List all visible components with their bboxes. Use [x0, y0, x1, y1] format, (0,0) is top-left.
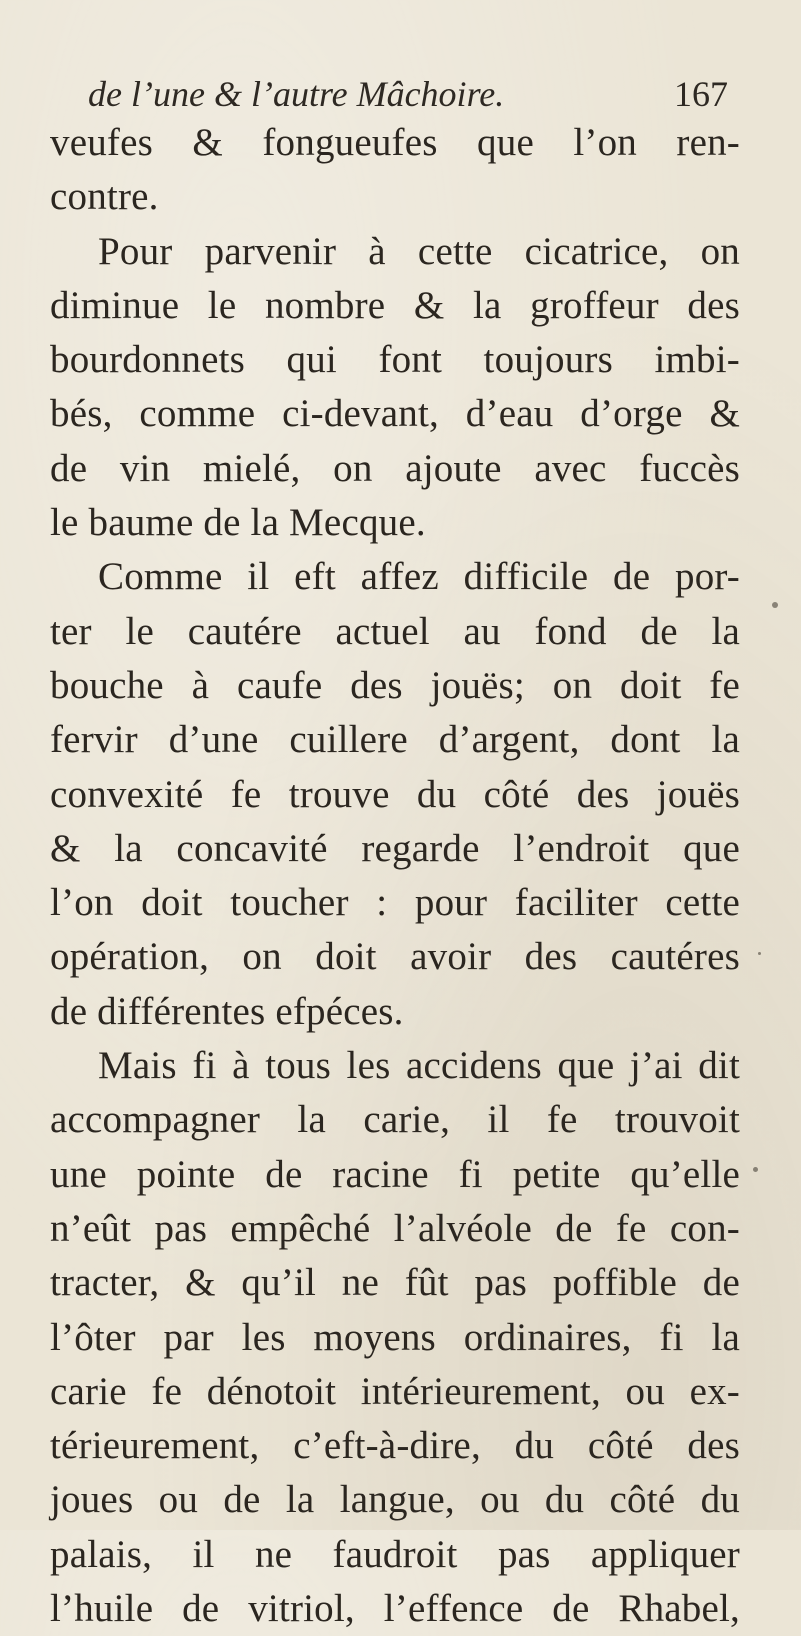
text-line: n’eût pas empêché l’alvéole de fe con- [50, 1206, 740, 1250]
text-line: & la concavité regarde l’endroit que [50, 826, 740, 870]
text-line: ter le cautére actuel au fond de la [50, 609, 740, 653]
ink-speck [772, 602, 778, 608]
text-line: térieurement, c’eft-à-dire, du côté des [50, 1424, 740, 1468]
ink-speck [758, 952, 761, 955]
text-line: l’on doit toucher : pour faciliter cette [50, 881, 740, 925]
text-line: fervir d’une cuillere d’argent, dont la [50, 718, 740, 762]
text-line: contre. [50, 175, 159, 219]
text-line: joues ou de la langue, ou du côté du [50, 1478, 740, 1522]
page-number: 167 [674, 74, 728, 114]
text-line: Comme il eft affez difficile de por- [98, 555, 740, 599]
text-line: convexité fe trouve du côté des jouës [50, 772, 740, 816]
text-line: accompagner la carie, il fe trouvoit [50, 1098, 740, 1142]
text-line: bouche à caufe des jouës; on doit fe [50, 663, 740, 707]
text-line: de vin mielé, on ajoute avec fuccès [50, 446, 740, 490]
text-line: le baume de la Mecque. [50, 501, 426, 545]
text-line: Mais fi à tous les accidens que j’ai dit [98, 1044, 740, 1088]
text-line: palais, il ne faudroit pas appliquer [50, 1532, 740, 1576]
text-line: une pointe de racine fi petite qu’elle [50, 1152, 740, 1196]
text-line: opération, on doit avoir des cautéres [50, 935, 740, 979]
text-line: tracter, & qu’il ne fût pas poffible de [50, 1261, 740, 1305]
running-head-title: de l’une & l’autre Mâchoire. [88, 74, 505, 114]
text-line: de différentes efpéces. [50, 989, 404, 1033]
text-line: diminue le nombre & la groffeur des [50, 283, 740, 327]
body-text [50, 116, 740, 1636]
running-head [88, 70, 728, 118]
text-line: bés, comme ci-devant, d’eau d’orge & [50, 392, 740, 436]
text-line: veufes & fongueufes que l’on ren- [50, 121, 740, 164]
text-line: carie fe dénotoit intérieurement, ou ex- [50, 1369, 740, 1413]
text-line: bourdonnets qui font toujours imbi- [50, 338, 740, 382]
ink-speck [753, 1167, 758, 1172]
text-line: l’ôter par les moyens ordinaires, fi la [50, 1315, 740, 1359]
text-line: l’huile de vitriol, l’effence de Rhabel, [50, 1587, 740, 1631]
text-line: Pour parvenir à cette cicatrice, on [98, 229, 740, 273]
